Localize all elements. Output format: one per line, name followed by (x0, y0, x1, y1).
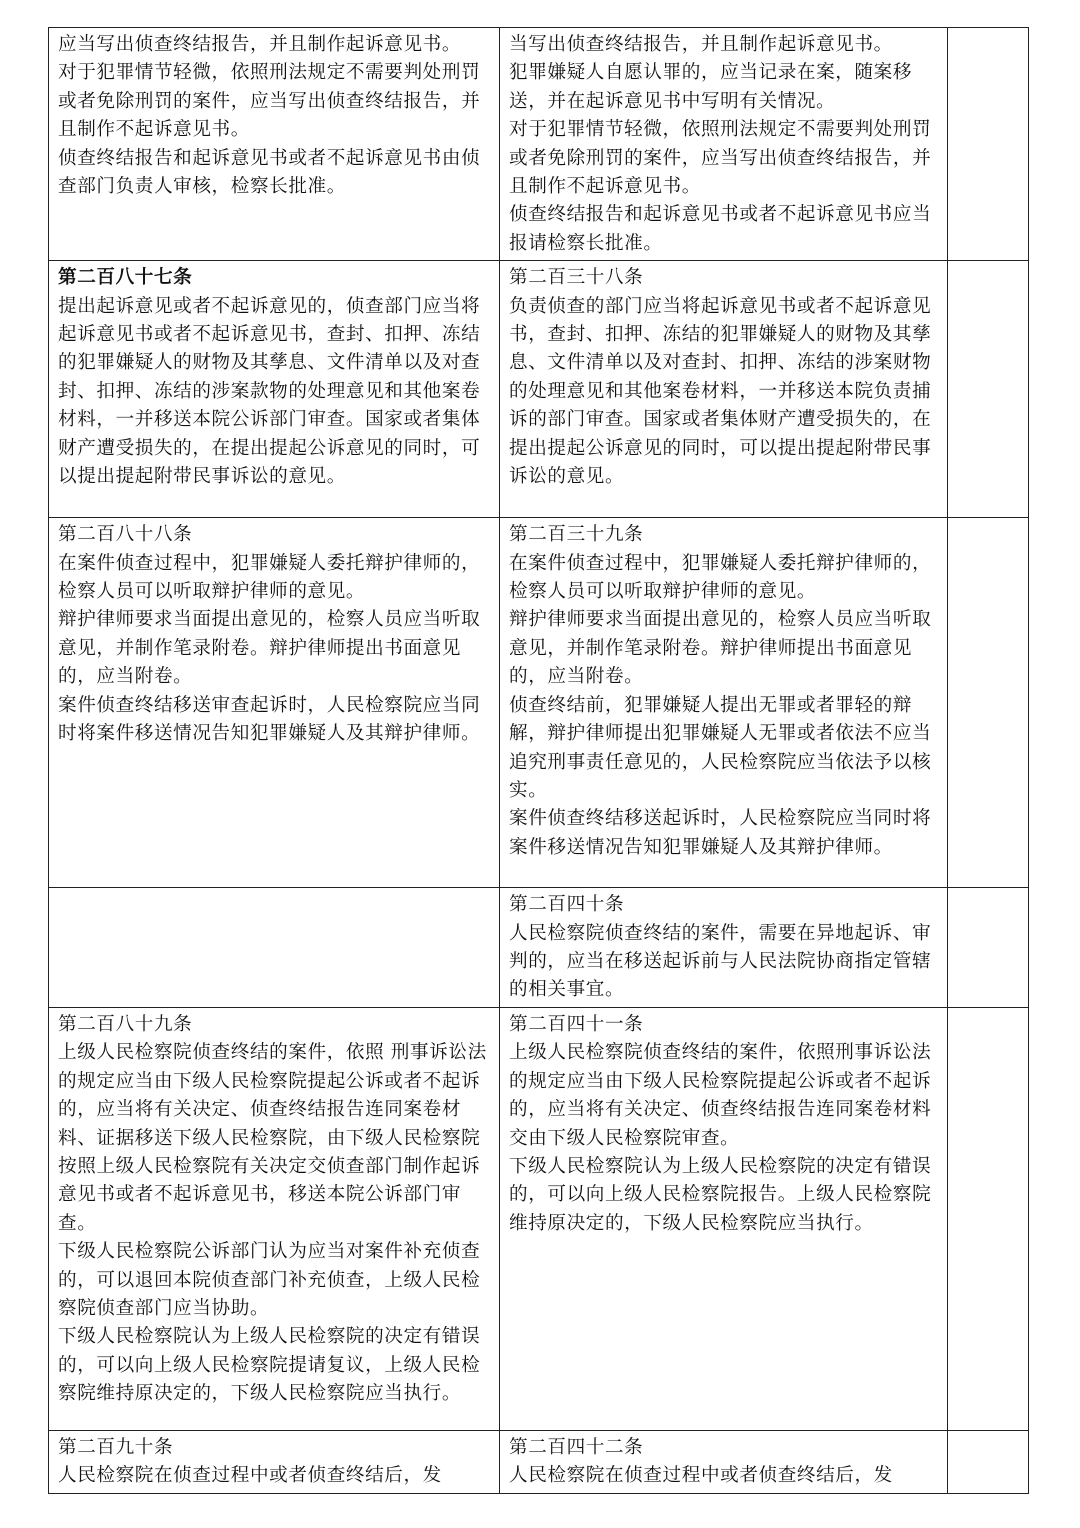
article-heading: 第二百九十条 (58, 1436, 174, 1458)
article-paragraph: 人民检察院在侦查过程中或者侦查终结后，发 (509, 1465, 893, 1487)
article-heading: 第二百八十九条 (58, 1013, 193, 1035)
article-paragraph: 侦查终结报告和起诉意见书或者不起诉意见书应当报请检察长批准。 (509, 204, 932, 254)
new-article-cell (500, 1007, 948, 1430)
article-paragraph: 上级人民检察院侦查终结的案件，依照刑事诉讼法的规定应当由下级人民检察院提起公诉或者不起诉的，应当将有关决定、侦查终结报告连同案卷材料交由下级人民检察院审查。 (509, 1042, 932, 1149)
table-row (49, 28, 1029, 261)
article-paragraph: 辩护律师要求当面提出意见的，检察人员应当听取意见，并制作笔录附卷。辩护律师提出书面意见的，应当附卷。 (58, 609, 481, 688)
article-paragraph: 对于犯罪情节轻微，依照刑法规定不需要判处刑罚或者免除刑罚的案件，应当写出侦查终结报告，并且制作不起诉意见书。 (509, 119, 932, 198)
article-heading: 第二百四十二条 (509, 1436, 644, 1458)
remarks-cell (948, 518, 1029, 888)
article-paragraph: 当写出侦查终结报告，并且制作起诉意见书。 (509, 34, 893, 55)
table-row (49, 888, 1029, 1008)
new-article-cell (500, 1430, 948, 1493)
article-paragraph: 侦查终结前，犯罪嫌疑人提出无罪或者罪轻的辩解，辩护律师提出犯罪嫌疑人无罪或者依法不应当追究刑事责任意见的，人民检察院应当依法予以核实。 (509, 694, 932, 801)
article-paragraph: 上级人民检察院侦查终结的案件，依照 刑事诉讼法的规定应当由下级人民检察院提起公诉或者不起诉的，应当将有关决定、侦查终结报告连同案卷材料、证据移送下级人民检察院，由下级人民检察院按照上级人民检察院有关决定交侦查部门制作起诉意见书或者不起诉意见书，移送本院公诉部门审查。 (58, 1042, 487, 1234)
article-heading: 第二百三十八条 (509, 267, 644, 289)
article-paragraph: 在案件侦查过程中，犯罪嫌疑人委托辩护律师的，检察人员可以听取辩护律师的意见。 (58, 552, 481, 603)
old-article-cell (49, 518, 500, 888)
new-article-cell (500, 518, 948, 888)
old-article-cell (49, 1007, 500, 1430)
article-heading: 第二百八十七条 (58, 267, 193, 289)
article-heading: 第二百四十一条 (509, 1013, 644, 1035)
table-row (49, 1007, 1029, 1430)
article-paragraph: 侦查终结报告和起诉意见书或者不起诉意见书由侦查部门负责人审核，检察长批准。 (58, 147, 481, 198)
article-heading: 第二百三十九条 (509, 524, 644, 546)
article-paragraph: 应当写出侦查终结报告，并且制作起诉意见书。 (58, 34, 462, 55)
article-heading: 第二百八十八条 (58, 524, 193, 546)
article-paragraph: 下级人民检察院认为上级人民检察院的决定有错误的，可以向上级人民检察院报告。上级人民检察院维持原决定的，下级人民检察院应当执行。 (509, 1155, 932, 1234)
old-article-cell (49, 28, 500, 261)
old-article-cell-empty (49, 888, 500, 1008)
remarks-cell (948, 888, 1029, 1008)
remarks-cell (948, 28, 1029, 261)
article-paragraph: 在案件侦查过程中，犯罪嫌疑人委托辩护律师的，检察人员可以听取辩护律师的意见。 (509, 552, 932, 603)
new-article-cell (500, 261, 948, 518)
remarks-cell (948, 261, 1029, 518)
comparison-table-page (48, 27, 1028, 1494)
article-paragraph: 犯罪嫌疑人自愿认罪的，应当记录在案，随案移送，并在起诉意见书中写明有关情况。 (509, 62, 913, 112)
new-article-cell (500, 888, 948, 1008)
comparison-table (48, 27, 1029, 1494)
table-row (49, 1430, 1029, 1493)
article-paragraph: 人民检察院在侦查过程中或者侦查终结后，发 (58, 1465, 442, 1487)
article-paragraph: 对于犯罪情节轻微，依照刑法规定不需要判处刑罚或者免除刑罚的案件，应当写出侦查终结报告，并且制作不起诉意见书。 (58, 62, 481, 141)
new-article-cell (500, 28, 948, 261)
article-paragraph: 案件侦查终结移送起诉时，人民检察院应当同时将案件移送情况告知犯罪嫌疑人及其辩护律师。 (509, 808, 932, 858)
article-paragraph: 提出起诉意见或者不起诉意见的，侦查部门应当将起诉意见书或者不起诉意见书，查封、扣押、冻结的犯罪嫌疑人的财物及其孳息、文件清单以及对查封、扣押、冻结的涉案款物的处理意见和其他案卷材料，一并移送本院公诉部门审查。国家或者集体财产遭受损失的，在提出提起公诉意见的同时，可以提出提起附带民事诉讼的意见。 (58, 295, 481, 488)
article-heading: 第二百四十条 (509, 894, 625, 916)
table-row (49, 261, 1029, 518)
article-paragraph: 下级人民检察院认为上级人民检察院的决定有错误的，可以向上级人民检察院提请复议，上级人民检察院维持原决定的，下级人民检察院应当执行。 (58, 1326, 481, 1405)
article-paragraph: 案件侦查终结移送审查起诉时，人民检察院应当同时将案件移送情况告知犯罪嫌疑人及其辩护律师。 (58, 694, 481, 745)
table-row (49, 518, 1029, 888)
old-article-cell (49, 261, 500, 518)
remarks-cell (948, 1430, 1029, 1493)
article-paragraph: 辩护律师要求当面提出意见的，检察人员应当听取意见，并制作笔录附卷。辩护律师提出书面意见的，应当附卷。 (509, 609, 932, 688)
article-paragraph: 下级人民检察院公诉部门认为应当对案件补充侦查的，可以退回本院侦查部门补充侦查，上级人民检察院侦查部门应当协助。 (58, 1241, 481, 1319)
article-paragraph: 人民检察院侦查终结的案件，需要在异地起诉、审判的，应当在移送起诉前与人民法院协商指定管辖的相关事宜。 (509, 922, 932, 1001)
article-paragraph: 负责侦查的部门应当将起诉意见书或者不起诉意见书，查封、扣押、冻结的犯罪嫌疑人的财物及其孳息、文件清单以及对查封、扣押、冻结的涉案财物的处理意见和其他案卷材料，一并移送本院负责捕诉的部门审查。国家或者集体财产遭受损失的，在提出提起公诉意见的同时，可以提出提起附带民事诉讼的意见。 (509, 295, 932, 488)
old-article-cell (49, 1430, 500, 1493)
remarks-cell (948, 1007, 1029, 1430)
